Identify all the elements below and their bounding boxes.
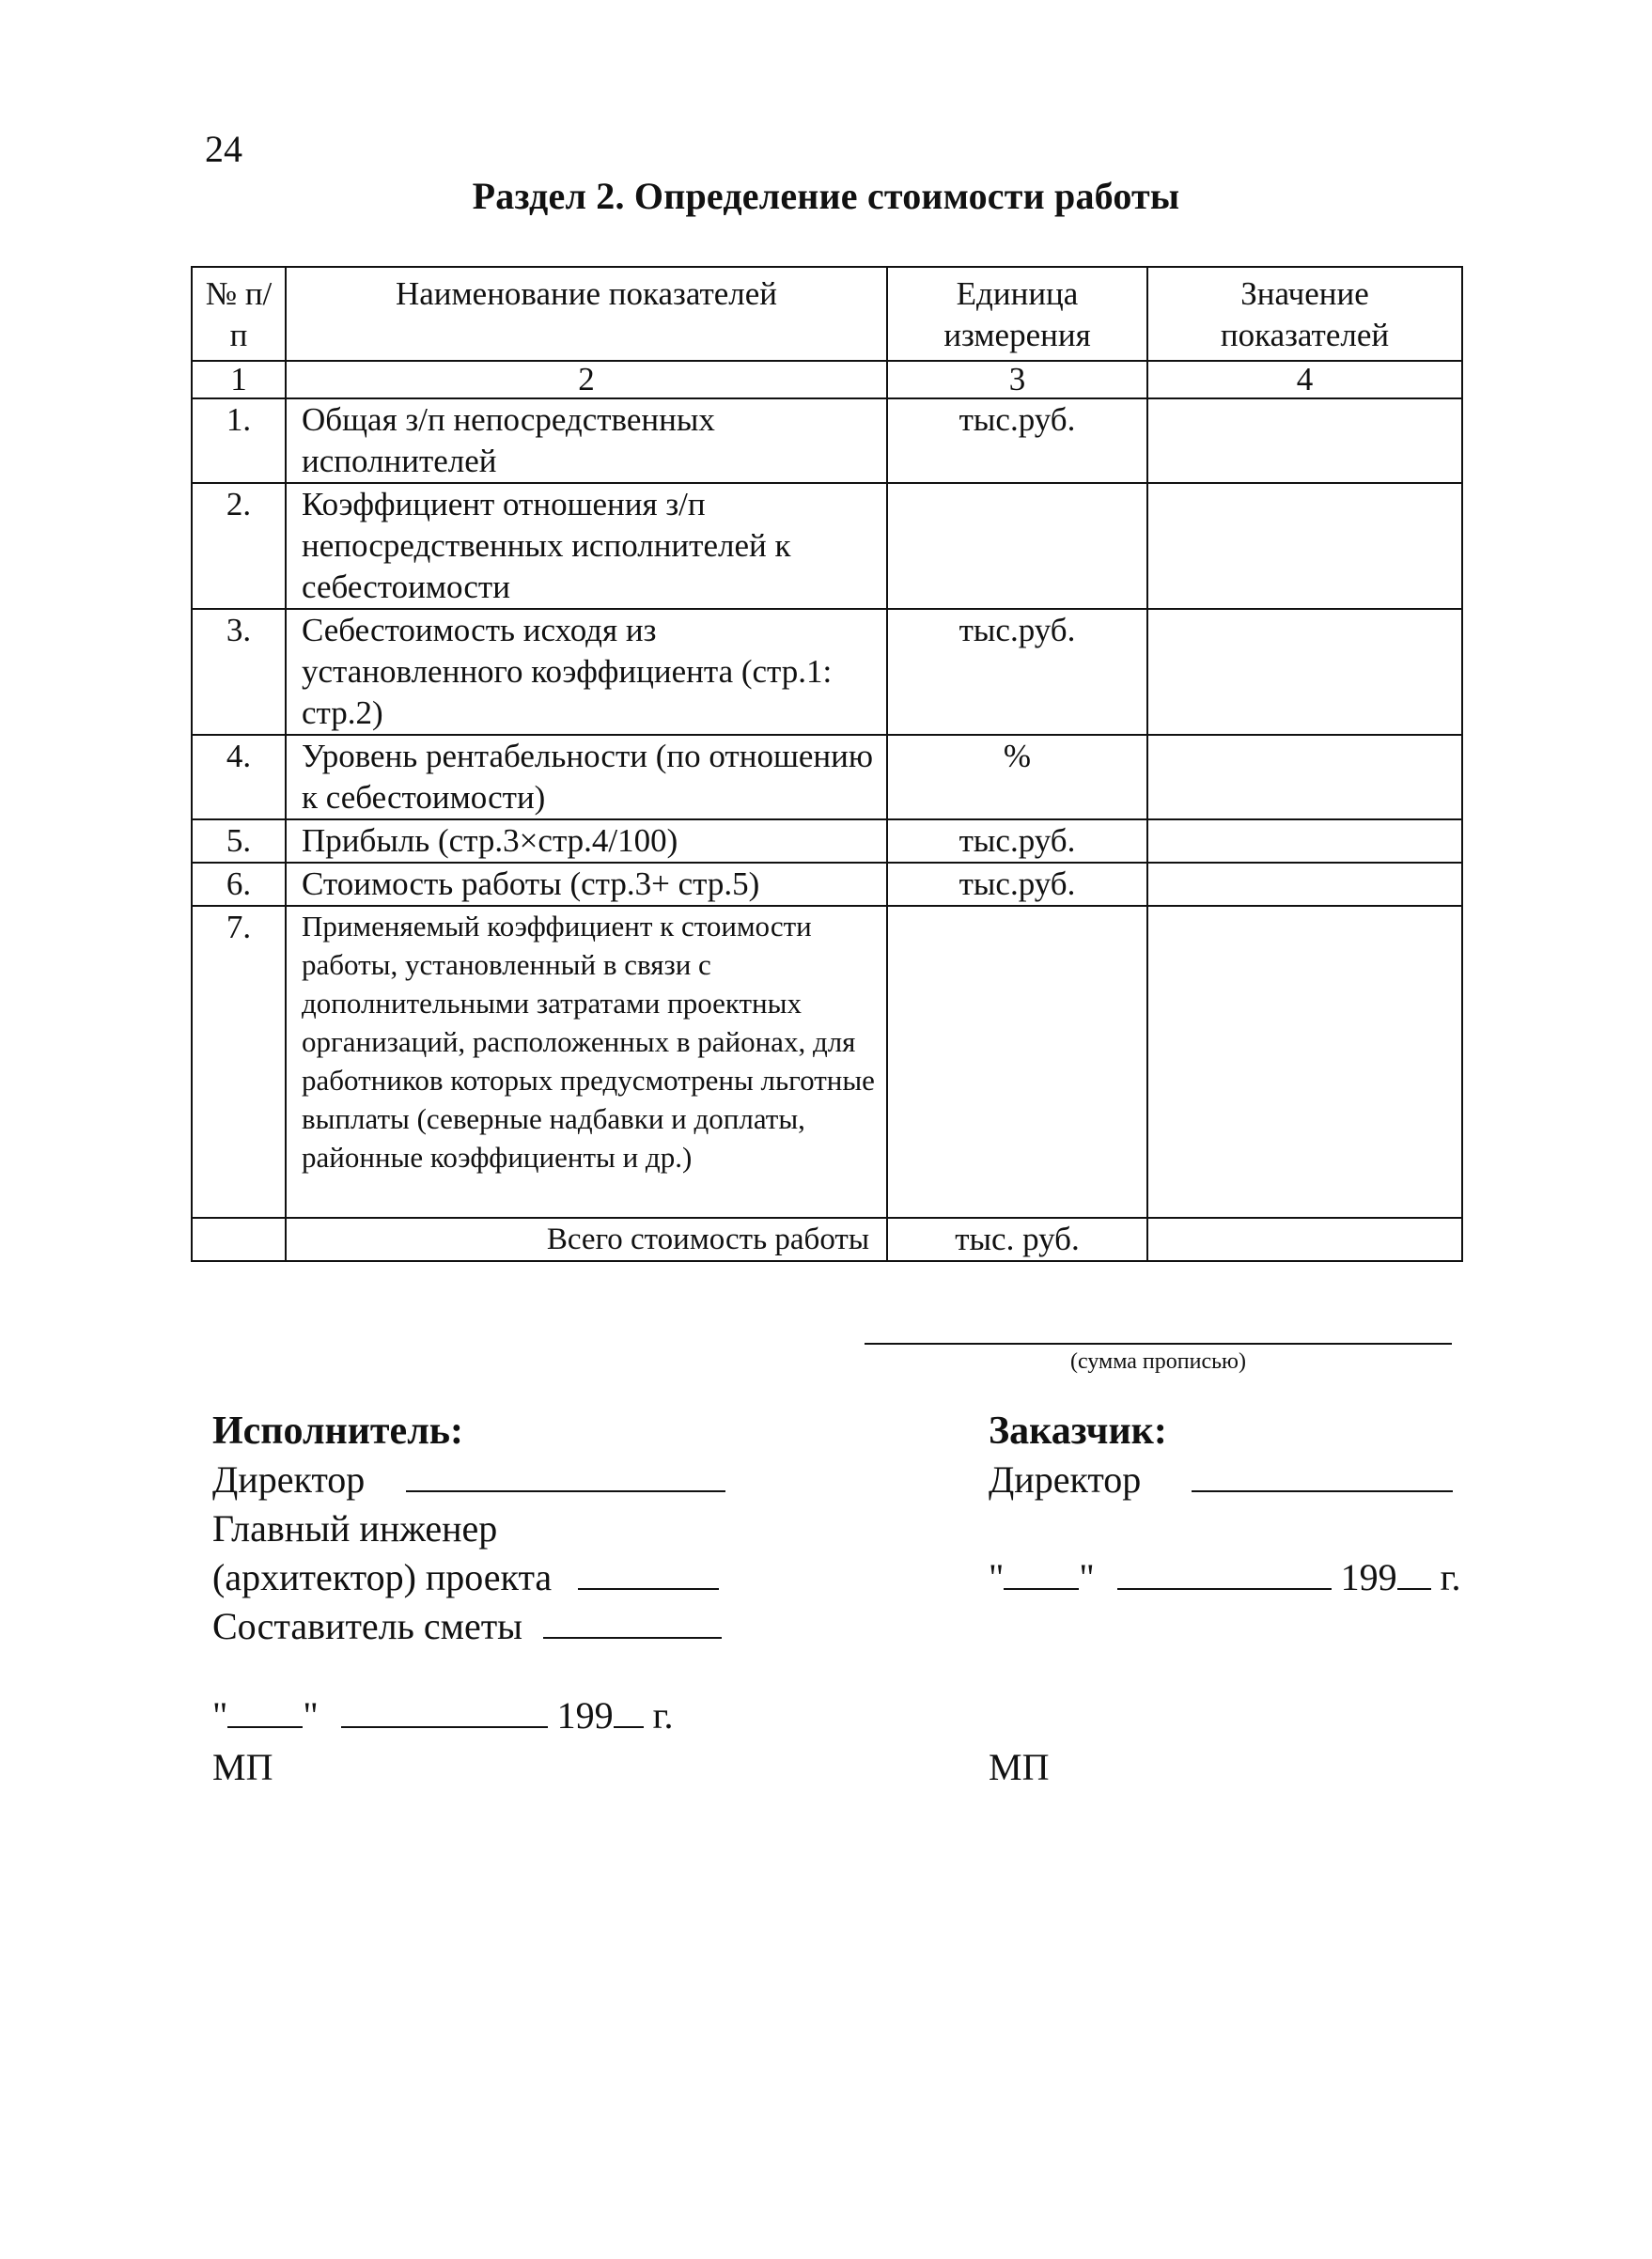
row-number: 1. (192, 398, 286, 483)
customer-director-label: Директор (989, 1458, 1142, 1501)
row-name: Стоимость работы (стр.3+ стр.5) (286, 863, 887, 906)
customer-date-quote-open: " (989, 1556, 1005, 1598)
executor-estimator-line (212, 1602, 722, 1651)
row-number: 5. (192, 819, 286, 863)
column-number: 2 (286, 361, 887, 398)
header-value: Значение показателей (1147, 267, 1462, 361)
row-number: 2. (192, 483, 286, 609)
customer-stamp: МП (989, 1746, 1050, 1788)
customer-director-line (989, 1456, 1453, 1504)
executor-date-day-line (227, 1694, 303, 1728)
executor-chief-engineer-line (212, 1553, 719, 1602)
column-number-row (192, 361, 1462, 398)
customer-heading-text: Заказчик: (989, 1410, 1167, 1453)
executor-heading-text: Исполнитель: (212, 1410, 463, 1453)
executor-chief-engineer-label-2: (архитектор) проекта (212, 1556, 553, 1598)
executor-date-year: 199 (556, 1694, 614, 1737)
executor-date-line (212, 1691, 674, 1740)
customer-heading (989, 1407, 1167, 1456)
total-row (192, 1218, 1462, 1261)
customer-date-year: 199 (1340, 1556, 1397, 1598)
table-header-row (192, 267, 1462, 361)
row-unit: тыс.руб. (887, 398, 1147, 483)
row-number: 6. (192, 863, 286, 906)
executor-heading (212, 1407, 463, 1456)
table-row (192, 819, 1462, 863)
page-number: 24 (205, 128, 242, 170)
row-number: 7. (192, 906, 286, 1218)
executor-director-line (212, 1456, 725, 1504)
customer-date-line (989, 1553, 1461, 1602)
executor-chief-engineer-signature-line (578, 1556, 719, 1590)
row-value (1147, 863, 1462, 906)
section-title: Раздел 2. Определение стоимости работы (472, 175, 1180, 217)
row-unit: тыс.руб. (887, 863, 1147, 906)
cost-table (191, 266, 1463, 1262)
total-unit: тыс. руб. (887, 1218, 1147, 1261)
row-unit (887, 483, 1147, 609)
row-unit (887, 906, 1147, 1218)
sum-in-words-caption: (сумма прописью) (1070, 1349, 1246, 1374)
table-row (192, 483, 1462, 609)
header-name: Наименование показателей (286, 267, 887, 361)
customer-date-suffix: г. (1440, 1556, 1461, 1598)
executor-director-label: Директор (212, 1458, 366, 1501)
column-number: 3 (887, 361, 1147, 398)
row-name: Общая з/п непосредственных исполнителей (286, 398, 887, 483)
row-name: Уровень рентабельности (по отношению к себестоимости) (286, 735, 887, 819)
row-unit: тыс.руб. (887, 609, 1147, 735)
row-value (1147, 609, 1462, 735)
sum-in-words-line (865, 1343, 1452, 1345)
executor-stamp: МП (212, 1746, 273, 1788)
customer-date-quote-close: " (1079, 1556, 1095, 1598)
table-row (192, 863, 1462, 906)
row-value (1147, 906, 1462, 1218)
header-unit: Единица измерения (887, 267, 1147, 361)
column-number: 1 (192, 361, 286, 398)
executor-estimator-signature-line (543, 1605, 722, 1639)
executor-director-signature-line (406, 1458, 725, 1492)
row-value (1147, 819, 1462, 863)
row-value (1147, 483, 1462, 609)
row-value (1147, 398, 1462, 483)
row-number: 4. (192, 735, 286, 819)
customer-date-day-line (1004, 1556, 1079, 1590)
table-row (192, 398, 1462, 483)
total-label: Всего стоимость работы (286, 1218, 887, 1261)
executor-date-suffix: г. (652, 1694, 674, 1737)
row-name: Прибыль (стр.3×стр.4/100) (286, 819, 887, 863)
table-row (192, 609, 1462, 735)
row-number: 3. (192, 609, 286, 735)
table-row (192, 906, 1462, 1218)
header-num: № п/п (192, 267, 286, 361)
row-name: Себестоимость исходя из установленного коэффициента (стр.1: стр.2) (286, 609, 887, 735)
row-name: Применяемый коэффициент к стоимости работы, установленный в связи с дополнительными затратами проектных организаций, расположенных в районах, для работников которых предусмотрены льготные выплаты (северные надбавки и доплаты, районные коэффициенты и др.) (286, 906, 887, 1218)
column-number: 4 (1147, 361, 1462, 398)
executor-chief-engineer-label: Главный инженер (212, 1507, 498, 1550)
executor-date-month-line (341, 1694, 548, 1728)
customer-date-year-line (1397, 1556, 1431, 1590)
row-value (1147, 735, 1462, 819)
row-unit: тыс.руб. (887, 819, 1147, 863)
executor-date-quote-close: " (303, 1694, 319, 1737)
row-unit: % (887, 735, 1147, 819)
table-row (192, 735, 1462, 819)
total-num-cell (192, 1218, 286, 1261)
customer-date-month-line (1117, 1556, 1332, 1590)
customer-director-signature-line (1192, 1458, 1453, 1492)
executor-date-year-line (614, 1694, 644, 1728)
row-name: Коэффициент отношения з/п непосредственных исполнителей к себестоимости (286, 483, 887, 609)
executor-date-quote-open: " (212, 1694, 228, 1737)
executor-estimator-label: Составитель сметы (212, 1605, 523, 1647)
total-value (1147, 1218, 1462, 1261)
